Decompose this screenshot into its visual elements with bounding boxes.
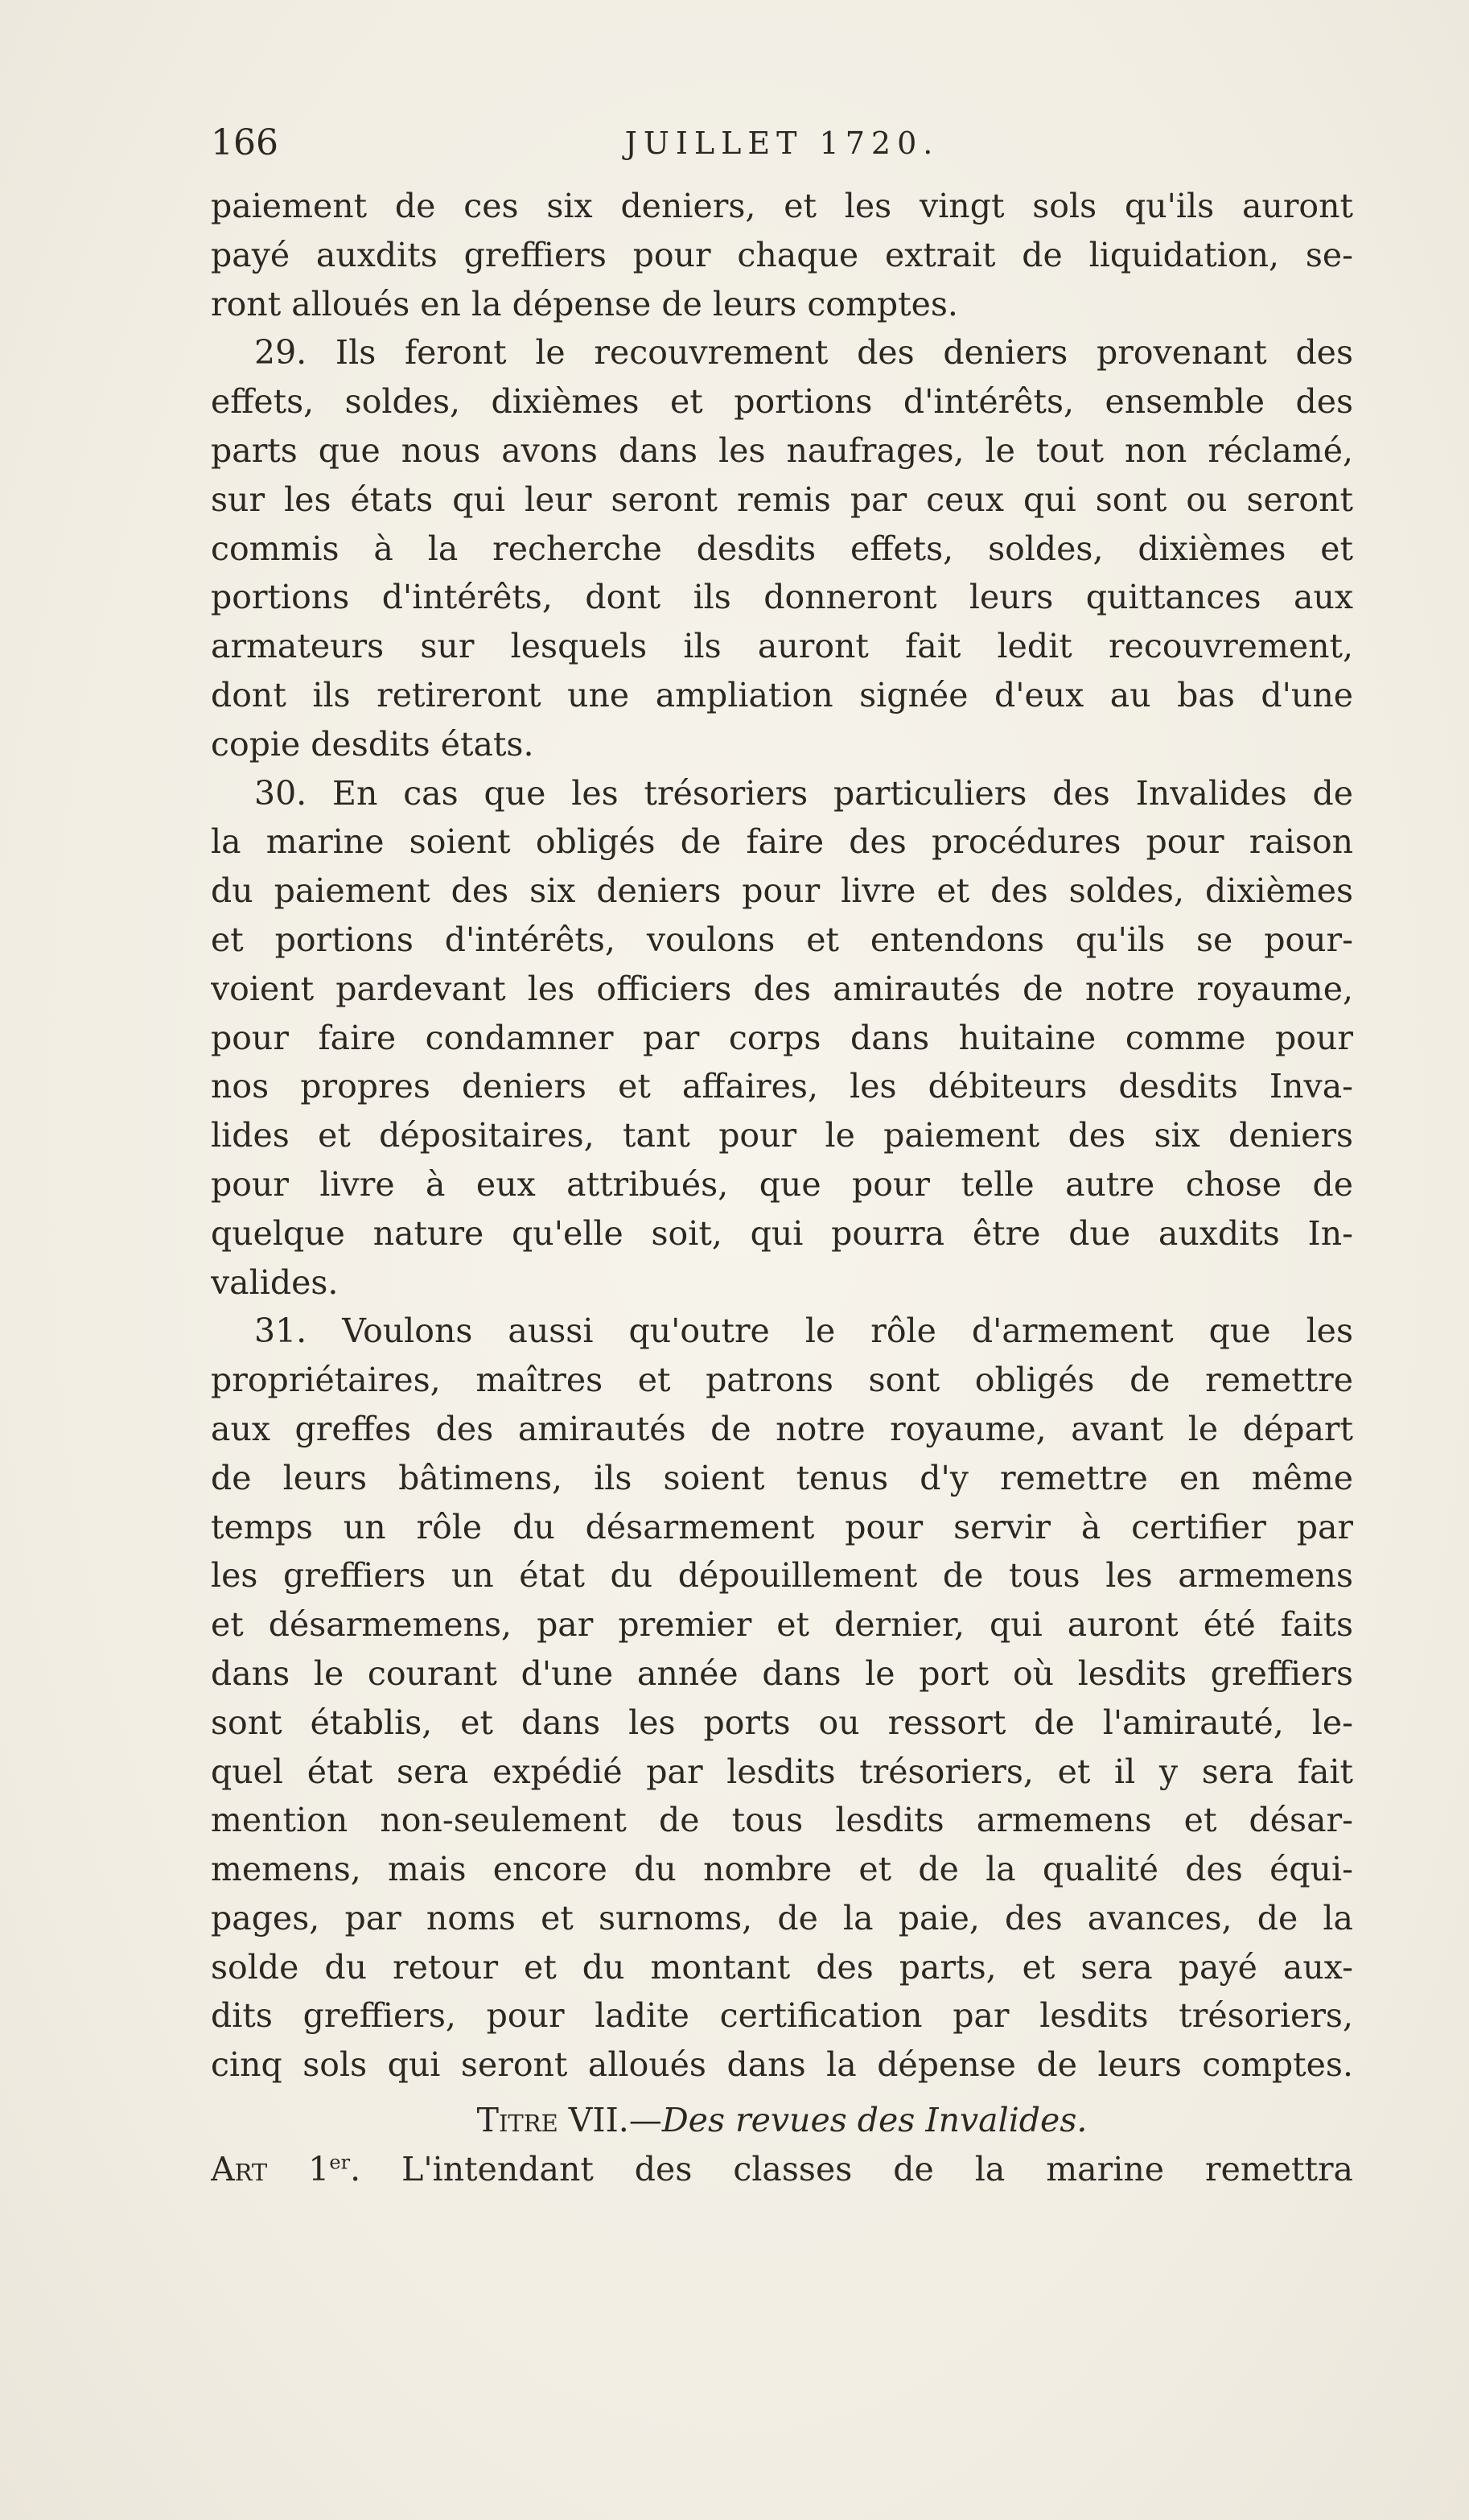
text-line: propriétaires, maîtres et patrons sont obligés de remettre <box>211 1361 1353 1400</box>
article-1-line <box>211 2145 1353 2194</box>
text-line: mention non-seulement de tous lesdits armemens et désar- <box>211 1801 1353 1840</box>
article-number: 1 <box>308 2149 330 2189</box>
text-line: du paiement des six deniers pour livre et des soldes, dixièmes <box>211 871 1353 911</box>
text-line: et portions d'intérêts, voulons et entendons qu'ils se pour- <box>211 920 1353 959</box>
running-head: JUILLET 1720. <box>624 126 940 161</box>
text-line: et désarmemens, par premier et dernier, qui auront été faits <box>211 1605 1353 1645</box>
body-text <box>211 182 1353 2194</box>
text-line: dits greffiers, pour ladite certification par lesdits trésoriers, <box>211 1996 1353 2036</box>
text-line: ront alloués en la dépense de leurs comptes. <box>211 284 958 323</box>
article-31-first-line: 31. Voulons aussi qu'outre le rôle d'armement que les <box>254 1311 1353 1351</box>
text-line: copie desdits états. <box>211 724 534 764</box>
section-title-dash: — <box>628 2101 662 2140</box>
article-30-first-line: 30. En cas que les trésoriers particuliers des Invalides de <box>254 773 1353 813</box>
text-line: pour livre à eux attribués, que pour telle autre chose de <box>211 1164 1353 1204</box>
text-line: sont établis, et dans les ports ou ressort de l'amirauté, le- <box>211 1703 1353 1742</box>
article-text: . L'intendant des classes de la marine remettra <box>350 2149 1353 2189</box>
text-line: valides. <box>211 1262 339 1302</box>
text-line: memens, mais encore du nombre et de la qualité des équi- <box>211 1850 1353 1889</box>
text-line: sur les états qui leur seront remis par ceux qui sont ou seront <box>211 480 1353 519</box>
text-line: quel état sera expédié par lesdits trésoriers, et il y sera fait <box>211 1752 1353 1791</box>
section-title-text: Des revues des Invalides. <box>661 2101 1088 2140</box>
article-superscript: er <box>329 2151 351 2174</box>
text-line: temps un rôle du désarmement pour servir à certifier par <box>211 1507 1353 1546</box>
article-label: Art <box>211 2149 268 2189</box>
text-line: dont ils retireront une ampliation signée d'eux au bas d'une <box>211 675 1353 714</box>
text-line: cinq sols qui seront alloués dans la dépense de leurs comptes. <box>211 2045 1353 2085</box>
text-line: nos propres deniers et affaires, les débiteurs desdits Inva- <box>211 1067 1353 1106</box>
text-line: les greffiers un état du dépouillement de tous les armemens <box>211 1556 1353 1596</box>
text-line: pour faire condamner par corps dans huitaine comme pour <box>211 1018 1353 1057</box>
text-line: payé auxdits greffiers pour chaque extrait de liquidation, se- <box>211 235 1353 274</box>
text-line: pages, par noms et surnoms, de la paie, des avances, de la <box>211 1898 1353 1937</box>
text-line: commis à la recherche desdits effets, soldes, dixièmes et <box>211 529 1353 568</box>
text-line: aux greffes des amirautés de notre royaume, avant le départ <box>211 1409 1353 1448</box>
page-number: 166 <box>211 122 278 163</box>
section-title <box>211 2090 1353 2145</box>
text-line: dans le courant d'une année dans le port où lesdits greffiers <box>211 1653 1353 1693</box>
text-line: parts que nous avons dans les naufrages, le tout non réclamé, <box>211 430 1353 470</box>
text-line: solde du retour et du montant des parts, et sera payé aux- <box>211 1947 1353 1987</box>
page-header <box>211 119 1353 167</box>
text-line: effets, soldes, dixièmes et portions d'intérêts, ensemble des <box>211 382 1353 422</box>
text-line: de leurs bâtimens, ils soient tenus d'y remettre en même <box>211 1458 1353 1497</box>
text-line: la marine soient obligés de faire des procédures pour raison <box>211 822 1353 862</box>
text-line: quelque nature qu'elle soit, qui pourra être due auxdits In- <box>211 1213 1353 1253</box>
article-29-first-line: 29. Ils feront le recouvrement des deniers provenant des <box>254 333 1353 373</box>
text-line: voient pardevant les officiers des amirautés de notre royaume, <box>211 969 1353 1008</box>
text-line: lides et dépositaires, tant pour le paiement des six deniers <box>211 1116 1353 1155</box>
text-line: paiement de ces six deniers, et les vingt sols qu'ils auront <box>211 187 1353 225</box>
text-line: portions d'intérêts, dont ils donneront leurs quittances aux <box>211 578 1353 617</box>
text-line: armateurs sur lesquels ils auront fait ledit recouvrement, <box>211 627 1353 666</box>
section-title-label: Titre VII. <box>476 2101 629 2140</box>
